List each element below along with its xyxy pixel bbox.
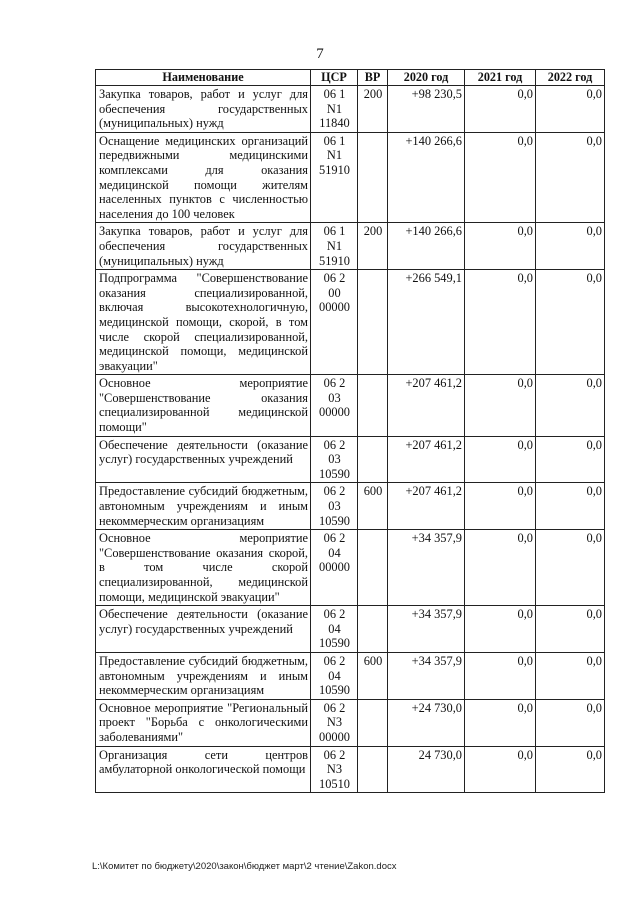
csr-part: 06 2 [323, 747, 346, 762]
cell-2022: 0,0 [536, 132, 605, 223]
header-2022: 2022 год [536, 70, 605, 86]
csr-part: 00000 [319, 405, 350, 420]
cell-2021: 0,0 [465, 483, 536, 530]
cell-csr [311, 699, 358, 746]
table-header-row [96, 70, 605, 86]
table-row [96, 483, 605, 530]
csr-part: 00 [328, 285, 341, 300]
cell-csr [311, 86, 358, 133]
cell-vr: 600 [358, 652, 388, 699]
cell-2021: 0,0 [465, 652, 536, 699]
csr-part: 51910 [319, 253, 350, 268]
cell-2021: 0,0 [465, 436, 536, 483]
cell-2020: +34 357,9 [388, 530, 465, 606]
csr-part: 03 [328, 452, 341, 467]
csr-part: 06 2 [323, 607, 346, 622]
cell-name: Обеспечение деятельности (оказание услуг) государственных учреждений [96, 606, 311, 653]
cell-csr [311, 270, 358, 375]
table-row [96, 530, 605, 606]
cell-vr: 600 [358, 483, 388, 530]
csr-part: 04 [328, 621, 341, 636]
csr-part: 06 1 [323, 224, 346, 239]
cell-vr [358, 530, 388, 606]
cell-name: Подпрограмма "Совершенствование оказания специализированной, включая высокотехнологичную, медицинской помощи, скорой, в том числе скорой специализированной, медицинской помощи, медицинской эвакуации" [96, 270, 311, 375]
cell-vr [358, 606, 388, 653]
csr-part: 06 1 [323, 87, 346, 101]
cell-csr [311, 483, 358, 530]
csr-part: 06 1 [323, 133, 346, 148]
cell-2022: 0,0 [536, 699, 605, 746]
header-vr: ВР [358, 70, 388, 86]
cell-csr [311, 223, 358, 270]
table-row [96, 86, 605, 133]
cell-2021: 0,0 [465, 223, 536, 270]
cell-2020: +34 357,9 [388, 652, 465, 699]
cell-2022: 0,0 [536, 746, 605, 793]
cell-2021: 0,0 [465, 375, 536, 436]
csr-part: 10590 [319, 636, 350, 651]
csr-part: N1 [326, 101, 343, 116]
cell-vr [358, 746, 388, 793]
cell-csr [311, 652, 358, 699]
cell-name: Обеспечение деятельности (оказание услуг) государственных учреждений [96, 436, 311, 483]
cell-2020: +140 266,6 [388, 223, 465, 270]
cell-2022: 0,0 [536, 530, 605, 606]
cell-name: Основное мероприятие "Совершенствование оказания специализированной медицинской помощи" [96, 375, 311, 436]
cell-vr [358, 375, 388, 436]
csr-part: N1 [326, 238, 343, 253]
cell-2022: 0,0 [536, 606, 605, 653]
table-row [96, 375, 605, 436]
csr-part: 10510 [319, 776, 350, 791]
header-2020: 2020 год [388, 70, 465, 86]
cell-vr [358, 270, 388, 375]
header-2021: 2021 год [465, 70, 536, 86]
cell-vr [358, 132, 388, 223]
budget-table [95, 69, 605, 793]
table-row [96, 223, 605, 270]
cell-name: Предоставление субсидий бюджетным, автономным учреждениям и иным некоммерческим организациям [96, 483, 311, 530]
cell-csr [311, 375, 358, 436]
cell-2022: 0,0 [536, 483, 605, 530]
table-body [96, 86, 605, 793]
table-row [96, 436, 605, 483]
csr-part: 06 2 [323, 437, 346, 452]
cell-2022: 0,0 [536, 375, 605, 436]
cell-name: Основное мероприятие "Совершенствование оказания скорой, в том числе скорой специализированной, медицинской помощи, медицинской эвакуации" [96, 530, 311, 606]
cell-name: Организация сети центров амбулаторной онкологической помощи [96, 746, 311, 793]
cell-2021: 0,0 [465, 270, 536, 375]
cell-csr [311, 132, 358, 223]
cell-2022: 0,0 [536, 223, 605, 270]
csr-part: 06 2 [323, 376, 346, 391]
csr-part: 11840 [319, 116, 350, 131]
cell-2020: +207 461,2 [388, 436, 465, 483]
cell-2022: 0,0 [536, 270, 605, 375]
cell-vr: 200 [358, 86, 388, 133]
cell-csr [311, 606, 358, 653]
cell-vr [358, 436, 388, 483]
csr-part: 03 [328, 390, 341, 405]
cell-csr [311, 746, 358, 793]
header-name: Наименование [96, 70, 311, 86]
cell-name: Закупка товаров, работ и услуг для обеспечения государственных (муниципальных) нужд [96, 86, 311, 133]
cell-2022: 0,0 [536, 652, 605, 699]
table-row [96, 606, 605, 653]
cell-2020: +98 230,5 [388, 86, 465, 133]
cell-csr [311, 530, 358, 606]
csr-part: 10590 [319, 466, 350, 481]
table-row [96, 746, 605, 793]
csr-part: 04 [328, 545, 341, 560]
csr-part: 10590 [319, 683, 350, 698]
csr-part: N3 [326, 715, 343, 730]
cell-vr [358, 699, 388, 746]
cell-2020: +34 357,9 [388, 606, 465, 653]
csr-part: 06 2 [323, 531, 346, 546]
cell-2020: +140 266,6 [388, 132, 465, 223]
csr-part: 04 [328, 668, 341, 683]
cell-2020: 24 730,0 [388, 746, 465, 793]
csr-part: 06 2 [323, 271, 346, 286]
cell-name: Оснащение медицинских организаций передвижными медицинскими комплексами для оказания медицинской помощи жителям населенных пунктов с численностью населения до 100 человек [96, 132, 311, 223]
footer-file-path: L:\Комитет по бюджету\2020\закон\бюджет март\2 чтение\Zakon.docx [92, 861, 397, 872]
cell-2020: +207 461,2 [388, 375, 465, 436]
cell-2021: 0,0 [465, 606, 536, 653]
csr-part: 00000 [319, 729, 350, 744]
csr-part: 00000 [319, 300, 350, 315]
table-row [96, 270, 605, 375]
cell-2021: 0,0 [465, 699, 536, 746]
cell-2020: +266 549,1 [388, 270, 465, 375]
cell-csr [311, 436, 358, 483]
cell-2020: +24 730,0 [388, 699, 465, 746]
csr-part: 51910 [319, 162, 350, 177]
page-number: 7 [316, 46, 324, 62]
csr-part: 10590 [319, 513, 350, 528]
csr-part: 06 2 [323, 653, 346, 668]
csr-part: 06 2 [323, 700, 346, 715]
csr-part: 03 [328, 499, 341, 514]
table-row [96, 132, 605, 223]
cell-2022: 0,0 [536, 86, 605, 133]
cell-2020: +207 461,2 [388, 483, 465, 530]
cell-2021: 0,0 [465, 746, 536, 793]
cell-2021: 0,0 [465, 86, 536, 133]
csr-part: 06 2 [323, 484, 346, 499]
cell-vr: 200 [358, 223, 388, 270]
table-row [96, 699, 605, 746]
cell-2022: 0,0 [536, 436, 605, 483]
csr-part: N1 [326, 148, 343, 163]
cell-2021: 0,0 [465, 530, 536, 606]
cell-2021: 0,0 [465, 132, 536, 223]
cell-name: Закупка товаров, работ и услуг для обеспечения государственных (муниципальных) нужд [96, 223, 311, 270]
csr-part: 00000 [319, 560, 350, 575]
cell-name: Основное мероприятие "Региональный проект "Борьба с онкологическими заболеваниями" [96, 699, 311, 746]
cell-name: Предоставление субсидий бюджетным, автономным учреждениям и иным некоммерческим организациям [96, 652, 311, 699]
table-row [96, 652, 605, 699]
csr-part: N3 [326, 762, 343, 777]
header-csr: ЦСР [311, 70, 358, 86]
